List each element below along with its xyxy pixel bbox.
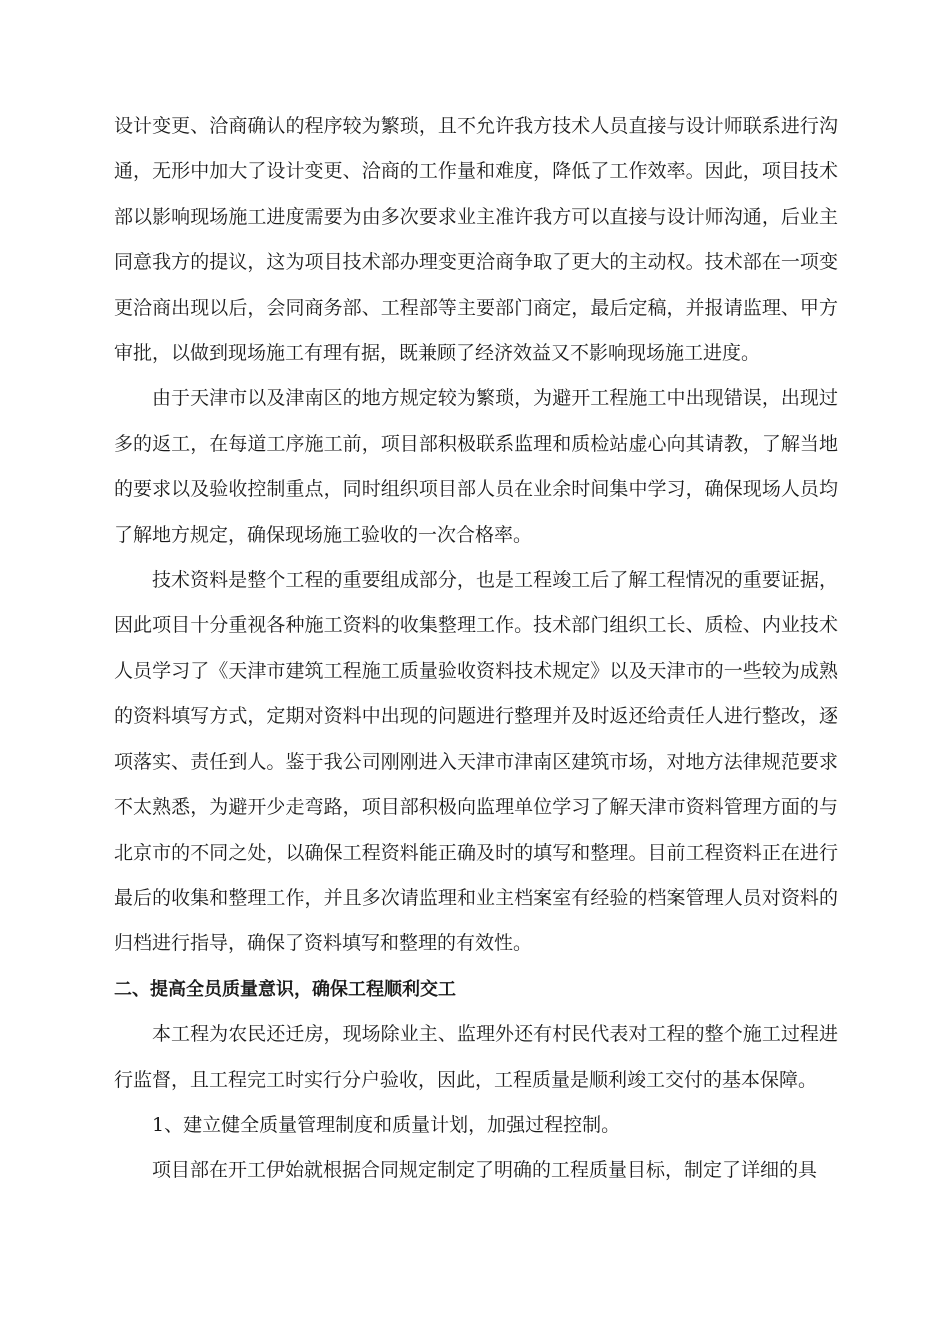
paragraph-quality-target: 项目部在开工伊始就根据合同规定制定了明确的工程质量目标，制定了详细的具	[152, 1159, 818, 1182]
paragraph-resettlement-housing: 本工程为农民还迁房，现场除业主、监理外还有村民代表对工程的整个施工过程进行监督，且工程完工时实行分户验收，因此，工程质量是顺利竣工交付的基本保障。	[114, 1023, 838, 1091]
paragraph-local-regulations: 由于天津市以及津南区的地方规定较为繁琐，为避开工程施工中出现错误，出现过多的返工，在每道工序施工前，项目部积极联系监理和质检站虚心向其请教，了解当地的要求以及验收控制重点，同时组织项目部人员在业余时间集中学习，确保现场人员均了解地方规定，确保现场施工验收的一次合格率。	[114, 387, 838, 546]
document-body	[114, 104, 838, 1194]
paragraph-technical-documents: 技术资料是整个工程的重要组成部分，也是工程竣工后了解工程情况的重要证据，因此项目十分重视各种施工资料的收集整理工作。技术部门组织工长、质检、内业技术人员学习了《天津市建筑工程施工质量验收资料技术规定》以及天津市的一些较为成熟的资料填写方式，定期对资料中出现的问题进行整理并及时返还给责任人进行整改，逐项落实、责任到人。鉴于我公司刚刚进入天津市津南区建筑市场，对地方法律规范要求不太熟悉，为避开少走弯路，项目部积极向监理单位学习了解天津市资料管理方面的与北京市的不同之处，以确保工程资料能正确及时的填写和整理。目前工程资料正在进行最后的收集和整理工作，并且多次请监理和业主档案室有经验的档案管理人员对资料的归档进行指导，确保了资料填写和整理的有效性。	[114, 569, 838, 955]
paragraph-quality-system-item: 1、建立健全质量管理制度和质量计划，加强过程控制。	[152, 1113, 621, 1136]
section-heading-quality: 二、提高全员质量意识，确保工程顺利交工	[114, 978, 456, 1000]
paragraph-design-change: 设计变更、洽商确认的程序较为繁琐，且不允许我方技术人员直接与设计师联系进行沟通，无形中加大了设计变更、洽商的工作量和难度，降低了工作效率。因此，项目技术部以影响现场施工进度需要为由多次要求业主准许我方可以直接与设计师沟通，后业主同意我方的提议，这为项目技术部办理变更洽商争取了更大的主动权。技术部在一项变更洽商出现以后，会同商务部、工程部等主要部门商定，最后定稿，并报请监理、甲方审批，以做到现场施工有理有据，既兼顾了经济效益又不影响现场施工进度。	[114, 115, 838, 365]
